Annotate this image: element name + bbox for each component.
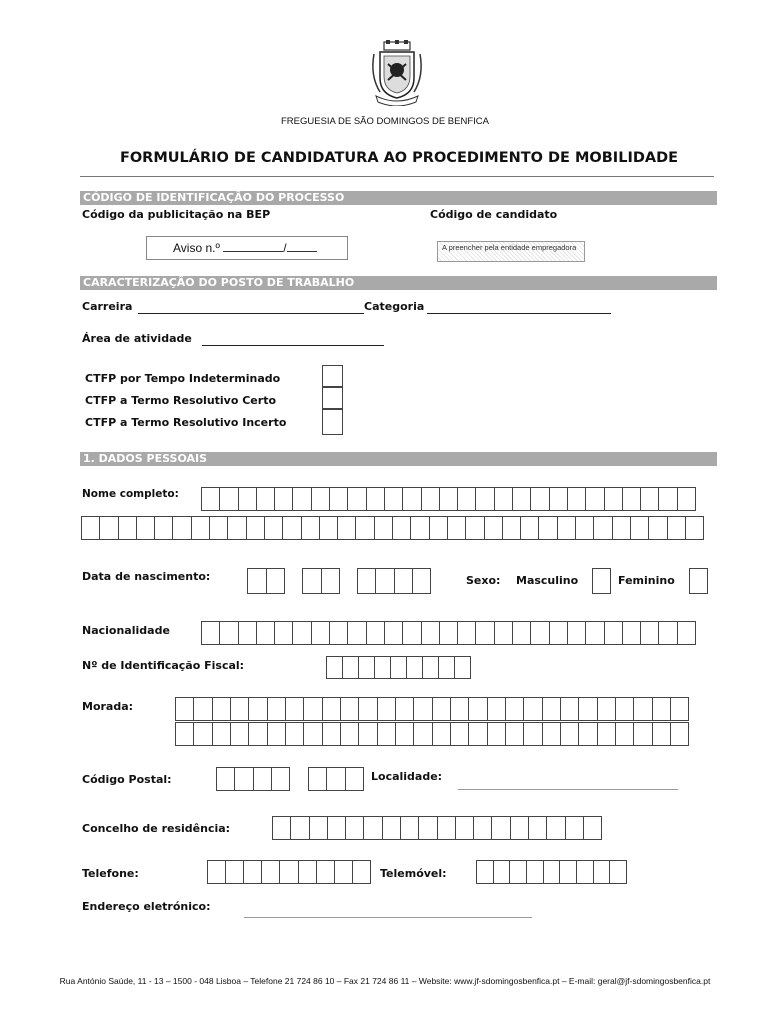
char-cell[interactable] xyxy=(257,622,275,644)
char-cell[interactable] xyxy=(176,723,194,745)
char-cell[interactable] xyxy=(485,517,503,539)
char-cell[interactable] xyxy=(338,517,356,539)
char-cell[interactable] xyxy=(659,622,677,644)
char-cell[interactable] xyxy=(322,569,340,593)
char-cell[interactable] xyxy=(403,622,421,644)
char-cell[interactable] xyxy=(686,517,703,539)
char-cell[interactable] xyxy=(213,698,231,720)
bep-code-label: Código da publicitação na BEP xyxy=(82,208,271,221)
char-cell[interactable] xyxy=(395,569,413,593)
char-cell[interactable] xyxy=(257,488,275,510)
char-cell[interactable] xyxy=(343,657,359,678)
char-cell[interactable] xyxy=(293,622,311,644)
char-cell[interactable] xyxy=(208,861,226,883)
char-cell[interactable] xyxy=(310,817,328,839)
telemovel-label: Telemóvel: xyxy=(380,867,447,880)
char-cell[interactable] xyxy=(217,768,235,790)
char-cell[interactable] xyxy=(228,517,246,539)
char-cell[interactable] xyxy=(367,488,385,510)
char-cell[interactable] xyxy=(330,488,348,510)
char-cell[interactable] xyxy=(513,622,531,644)
candidate-code-label: Código de candidato xyxy=(430,208,558,221)
char-cell[interactable] xyxy=(503,517,521,539)
carreira-label: Carreira xyxy=(82,300,133,313)
nome-label: Nome completo: xyxy=(82,488,179,500)
char-cell[interactable] xyxy=(671,723,688,745)
char-cell[interactable] xyxy=(495,622,513,644)
char-cell[interactable] xyxy=(286,723,304,745)
char-cell[interactable] xyxy=(616,698,634,720)
char-cell[interactable] xyxy=(273,817,291,839)
char-cell[interactable] xyxy=(293,488,311,510)
char-cell[interactable] xyxy=(231,698,249,720)
char-cell[interactable] xyxy=(513,488,531,510)
char-cell[interactable] xyxy=(531,622,549,644)
char-cell[interactable] xyxy=(303,569,322,593)
char-cell[interactable] xyxy=(194,723,212,745)
char-cell[interactable] xyxy=(577,861,594,883)
char-cell[interactable] xyxy=(641,488,659,510)
char-cell[interactable] xyxy=(466,517,484,539)
char-cell[interactable] xyxy=(547,817,565,839)
contract-checkbox-incerto[interactable] xyxy=(322,409,343,435)
char-cell[interactable] xyxy=(280,861,298,883)
char-cell[interactable] xyxy=(649,517,667,539)
nif-input[interactable] xyxy=(326,656,471,679)
char-cell[interactable] xyxy=(456,817,474,839)
char-cell[interactable] xyxy=(268,723,286,745)
birth-year-input[interactable] xyxy=(357,568,431,594)
char-cell[interactable] xyxy=(423,657,439,678)
char-cell[interactable] xyxy=(348,488,366,510)
char-cell[interactable] xyxy=(561,698,579,720)
char-cell[interactable] xyxy=(414,723,432,745)
char-cell[interactable] xyxy=(262,861,280,883)
contract-option-label: CTFP a Termo Resolutivo Incerto xyxy=(85,416,287,429)
telemovel-input[interactable] xyxy=(476,860,627,884)
char-cell[interactable] xyxy=(346,817,364,839)
char-cell[interactable] xyxy=(458,488,476,510)
postal-code-suffix-input[interactable] xyxy=(308,767,364,791)
postal-code-main-input[interactable] xyxy=(216,767,290,791)
char-cell[interactable] xyxy=(353,861,370,883)
char-cell[interactable] xyxy=(367,622,385,644)
char-cell[interactable] xyxy=(323,698,341,720)
char-cell[interactable] xyxy=(304,698,322,720)
char-cell[interactable] xyxy=(396,698,414,720)
char-cell[interactable] xyxy=(239,622,257,644)
char-cell[interactable] xyxy=(254,768,272,790)
char-cell[interactable] xyxy=(561,723,579,745)
char-cell[interactable] xyxy=(291,817,309,839)
char-cell[interactable] xyxy=(586,622,604,644)
section-heading-process: CÓDIGO DE IDENTIFICAÇÃO DO PROCESSO xyxy=(80,191,717,205)
char-cell[interactable] xyxy=(631,517,649,539)
char-cell[interactable] xyxy=(226,861,244,883)
aviso-number-blank[interactable] xyxy=(223,241,283,252)
char-cell[interactable] xyxy=(302,517,320,539)
email-label: Endereço eletrónico: xyxy=(82,900,211,913)
char-cell[interactable] xyxy=(407,657,423,678)
char-cell[interactable] xyxy=(568,622,586,644)
char-cell[interactable] xyxy=(433,698,451,720)
char-cell[interactable] xyxy=(584,817,601,839)
char-cell[interactable] xyxy=(239,488,257,510)
nacionalidade-input[interactable] xyxy=(201,621,696,645)
char-cell[interactable] xyxy=(286,698,304,720)
char-cell[interactable] xyxy=(566,817,584,839)
char-cell[interactable] xyxy=(309,768,327,790)
char-cell[interactable] xyxy=(272,768,289,790)
char-cell[interactable] xyxy=(448,517,466,539)
char-cell[interactable] xyxy=(330,622,348,644)
char-cell[interactable] xyxy=(510,861,527,883)
char-cell[interactable] xyxy=(488,698,506,720)
char-cell[interactable] xyxy=(275,622,293,644)
char-cell[interactable] xyxy=(451,723,469,745)
char-cell[interactable] xyxy=(623,488,641,510)
char-cell[interactable] xyxy=(244,861,262,883)
char-cell[interactable] xyxy=(194,698,212,720)
masculino-checkbox[interactable] xyxy=(592,568,611,594)
contract-option-label: CTFP por Tempo Indeterminado xyxy=(85,372,281,385)
char-cell[interactable] xyxy=(458,622,476,644)
char-cell[interactable] xyxy=(543,723,561,745)
char-cell[interactable] xyxy=(550,488,568,510)
char-cell[interactable] xyxy=(605,622,623,644)
parish-crest-logo xyxy=(368,40,426,106)
char-cell[interactable] xyxy=(248,569,267,593)
char-cell[interactable] xyxy=(391,657,407,678)
birth-day-input[interactable] xyxy=(247,568,285,594)
char-cell[interactable] xyxy=(524,723,542,745)
char-cell[interactable] xyxy=(283,517,301,539)
contract-checkbox-certo[interactable] xyxy=(322,387,343,409)
char-cell[interactable] xyxy=(469,723,487,745)
char-cell[interactable] xyxy=(671,698,688,720)
char-cell[interactable] xyxy=(495,488,513,510)
nome-input-row2[interactable] xyxy=(81,516,704,540)
telefone-input[interactable] xyxy=(207,860,371,884)
title-divider xyxy=(80,176,714,177)
char-cell[interactable] xyxy=(511,817,529,839)
char-cell[interactable] xyxy=(550,622,568,644)
contract-option-label: CTFP a Termo Resolutivo Certo xyxy=(85,394,277,407)
char-cell[interactable] xyxy=(422,488,440,510)
employer-only-note: A preencher pela entidade empregadora xyxy=(437,241,585,262)
char-cell[interactable] xyxy=(155,517,173,539)
char-cell[interactable] xyxy=(659,488,677,510)
feminino-label: Feminino xyxy=(618,574,675,587)
area-label: Área de atividade xyxy=(82,332,192,345)
char-cell[interactable] xyxy=(539,517,557,539)
aviso-year-blank[interactable] xyxy=(287,241,317,252)
char-cell[interactable] xyxy=(506,723,524,745)
char-cell[interactable] xyxy=(430,517,448,539)
char-cell[interactable] xyxy=(247,517,265,539)
char-cell[interactable] xyxy=(176,698,194,720)
form-title: FORMULÁRIO DE CANDIDATURA AO PROCEDIMENTO DE MOBILIDADE xyxy=(119,150,679,166)
char-cell[interactable] xyxy=(492,817,510,839)
char-cell[interactable] xyxy=(506,698,524,720)
char-cell[interactable] xyxy=(476,622,494,644)
char-cell[interactable] xyxy=(268,698,286,720)
char-cell[interactable] xyxy=(641,622,659,644)
char-cell[interactable] xyxy=(678,622,695,644)
char-cell[interactable] xyxy=(440,622,458,644)
char-cell[interactable] xyxy=(346,768,363,790)
telefone-label: Telefone: xyxy=(82,867,139,880)
char-cell[interactable] xyxy=(411,517,429,539)
char-cell[interactable] xyxy=(393,517,411,539)
char-cell[interactable] xyxy=(455,657,470,678)
char-cell[interactable] xyxy=(249,723,267,745)
concelho-label: Concelho de residência: xyxy=(82,822,231,835)
char-cell[interactable] xyxy=(220,622,238,644)
char-cell[interactable] xyxy=(375,657,391,678)
char-cell[interactable] xyxy=(543,698,561,720)
char-cell[interactable] xyxy=(469,698,487,720)
char-cell[interactable] xyxy=(634,698,652,720)
char-cell[interactable] xyxy=(598,698,616,720)
categoria-field[interactable] xyxy=(427,313,611,314)
nome-input-row1[interactable] xyxy=(201,487,696,511)
char-cell[interactable] xyxy=(610,861,626,883)
char-cell[interactable] xyxy=(192,517,210,539)
char-cell[interactable] xyxy=(579,698,597,720)
char-cell[interactable] xyxy=(378,723,396,745)
char-cell[interactable] xyxy=(304,723,322,745)
char-cell[interactable] xyxy=(414,698,432,720)
char-cell[interactable] xyxy=(668,517,686,539)
char-cell[interactable] xyxy=(623,622,641,644)
char-cell[interactable] xyxy=(653,723,671,745)
carreira-field[interactable] xyxy=(138,313,364,314)
char-cell[interactable] xyxy=(359,723,377,745)
char-cell[interactable] xyxy=(568,488,586,510)
morada-label: Morada: xyxy=(82,700,134,713)
contract-checkbox-indeterminado[interactable] xyxy=(322,365,343,387)
char-cell[interactable] xyxy=(527,861,544,883)
char-cell[interactable] xyxy=(317,861,335,883)
char-cell[interactable] xyxy=(521,517,539,539)
char-cell[interactable] xyxy=(477,861,494,883)
char-cell[interactable] xyxy=(348,622,366,644)
char-cell[interactable] xyxy=(341,698,359,720)
char-cell[interactable] xyxy=(335,861,353,883)
concelho-input[interactable] xyxy=(272,816,602,840)
char-cell[interactable] xyxy=(275,488,293,510)
char-cell[interactable] xyxy=(341,723,359,745)
char-cell[interactable] xyxy=(82,517,100,539)
aviso-number-field[interactable] xyxy=(146,236,348,260)
birth-month-input[interactable] xyxy=(302,568,340,594)
char-cell[interactable] xyxy=(385,622,403,644)
char-cell[interactable] xyxy=(249,698,267,720)
char-cell[interactable] xyxy=(137,517,155,539)
char-cell[interactable] xyxy=(383,817,401,839)
char-cell[interactable] xyxy=(558,517,576,539)
char-cell[interactable] xyxy=(235,768,253,790)
char-cell[interactable] xyxy=(396,723,414,745)
char-cell[interactable] xyxy=(494,861,511,883)
section-heading-personal: 1. DADOS PESSOAIS xyxy=(80,452,717,466)
char-cell[interactable] xyxy=(451,698,469,720)
char-cell[interactable] xyxy=(265,517,283,539)
char-cell[interactable] xyxy=(323,723,341,745)
char-cell[interactable] xyxy=(202,622,220,644)
nascimento-label: Data de nascimento: xyxy=(82,570,211,583)
char-cell[interactable] xyxy=(220,488,238,510)
char-cell[interactable] xyxy=(476,488,494,510)
area-field[interactable] xyxy=(202,345,384,346)
aviso-separator: / xyxy=(283,241,287,255)
char-cell[interactable] xyxy=(327,657,343,678)
char-cell[interactable] xyxy=(213,723,231,745)
char-cell[interactable] xyxy=(327,768,345,790)
char-cell[interactable] xyxy=(653,698,671,720)
char-cell[interactable] xyxy=(616,723,634,745)
feminino-checkbox[interactable] xyxy=(689,568,708,594)
aviso-prefix: Aviso n.º xyxy=(173,241,220,255)
char-cell[interactable] xyxy=(529,817,547,839)
char-cell[interactable] xyxy=(594,861,611,883)
char-cell[interactable] xyxy=(202,488,220,510)
char-cell[interactable] xyxy=(634,723,652,745)
codigo-postal-label: Código Postal: xyxy=(82,773,172,786)
section-heading-post: CARACTERIZAÇÃO DO POSTO DE TRABALHO xyxy=(80,276,717,290)
char-cell[interactable] xyxy=(358,569,376,593)
char-cell[interactable] xyxy=(378,698,396,720)
localidade-field[interactable] xyxy=(458,789,678,790)
char-cell[interactable] xyxy=(312,488,330,510)
char-cell[interactable] xyxy=(474,817,492,839)
nif-label: Nº de Identificação Fiscal: xyxy=(82,659,245,672)
char-cell[interactable] xyxy=(356,517,374,539)
char-cell[interactable] xyxy=(375,517,393,539)
char-cell[interactable] xyxy=(613,517,631,539)
char-cell[interactable] xyxy=(594,517,612,539)
char-cell[interactable] xyxy=(312,622,330,644)
char-cell[interactable] xyxy=(320,517,338,539)
char-cell[interactable] xyxy=(605,488,623,510)
char-cell[interactable] xyxy=(328,817,346,839)
char-cell[interactable] xyxy=(119,517,137,539)
localidade-label: Localidade: xyxy=(371,770,443,783)
char-cell[interactable] xyxy=(576,517,594,539)
char-cell[interactable] xyxy=(403,488,421,510)
sexo-label: Sexo: xyxy=(466,574,501,587)
char-cell[interactable] xyxy=(598,723,616,745)
char-cell[interactable] xyxy=(364,817,382,839)
char-cell[interactable] xyxy=(173,517,191,539)
char-cell[interactable] xyxy=(100,517,118,539)
char-cell[interactable] xyxy=(210,517,228,539)
char-cell[interactable] xyxy=(579,723,597,745)
char-cell[interactable] xyxy=(401,817,419,839)
footer-contact: Rua António Saúde, 11 - 13 – 1500 - 048 Lisboa – Telefone 21 724 86 10 – Fax 21 724 86 11 – Website: www.jf-sdomingosbenfica.pt – E-mail: geral@jf-sdomingosbenfica.pt xyxy=(59,976,711,986)
char-cell[interactable] xyxy=(586,488,604,510)
char-cell[interactable] xyxy=(531,488,549,510)
morada-input-row2[interactable] xyxy=(175,722,689,746)
char-cell[interactable] xyxy=(433,723,451,745)
char-cell[interactable] xyxy=(439,657,455,678)
char-cell[interactable] xyxy=(359,657,375,678)
char-cell[interactable] xyxy=(359,698,377,720)
char-cell[interactable] xyxy=(231,723,249,745)
email-field[interactable] xyxy=(244,917,532,918)
categoria-label: Categoria xyxy=(364,300,425,313)
nacionalidade-label: Nacionalidade xyxy=(82,624,170,637)
char-cell[interactable] xyxy=(560,861,577,883)
char-cell[interactable] xyxy=(376,569,394,593)
char-cell[interactable] xyxy=(419,817,437,839)
char-cell[interactable] xyxy=(422,622,440,644)
char-cell[interactable] xyxy=(438,817,456,839)
char-cell[interactable] xyxy=(385,488,403,510)
char-cell[interactable] xyxy=(440,488,458,510)
char-cell[interactable] xyxy=(267,569,285,593)
masculino-label: Masculino xyxy=(516,574,579,587)
organization-name: FREGUESIA DE SÃO DOMINGOS DE BENFICA xyxy=(281,116,489,127)
char-cell[interactable] xyxy=(524,698,542,720)
char-cell[interactable] xyxy=(488,723,506,745)
char-cell[interactable] xyxy=(413,569,430,593)
morada-input-row1[interactable] xyxy=(175,697,689,721)
char-cell[interactable] xyxy=(299,861,317,883)
char-cell[interactable] xyxy=(678,488,695,510)
char-cell[interactable] xyxy=(544,861,561,883)
